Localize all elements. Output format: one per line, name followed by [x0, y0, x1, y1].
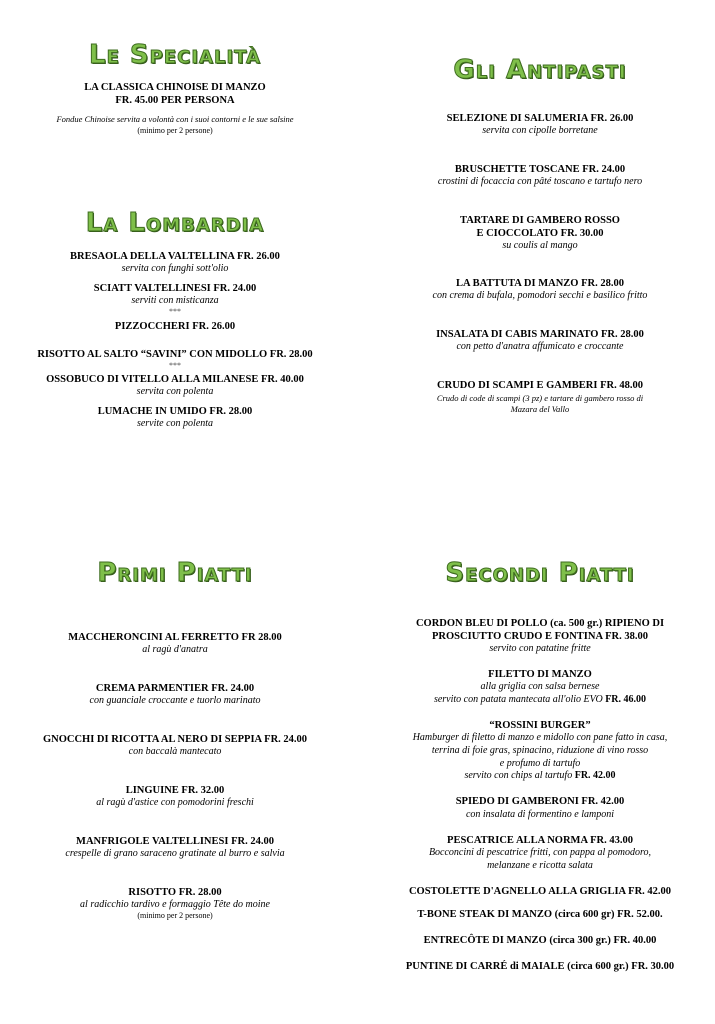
lombardia-title: La Lombardia	[85, 208, 265, 238]
secondi-pescatrice-desc2: melanzane e ricotta salata	[487, 860, 593, 871]
secondi-cordon-line1: CORDON BLEU DI POLLO (ca. 500 gr.) RIPIENO DI	[415, 618, 665, 629]
secondi-pescatrice-name: PESCATRICE ALLA NORMA FR. 43.00	[447, 835, 633, 846]
secondi-rossini-price: FR. 42.00	[574, 770, 616, 781]
primi-item-desc: al ragù d'anatra	[142, 644, 208, 655]
specialita-note: (minimo per 2 persone)	[137, 126, 213, 135]
primi-item-desc: con guanciale croccante e tuorlo marinato	[89, 695, 261, 706]
primi-item-desc: crespelle di grano saraceno gratinate al burro e salvia	[65, 848, 285, 859]
lombardia-item-desc: servita con polenta	[136, 386, 214, 397]
antipasti-item-desc: Crudo di code di scampi (3 pz) e tartare di gambero rosso di	[436, 393, 644, 403]
primi-item-name: RISOTTO FR. 28.00	[128, 887, 222, 898]
secondi-pescatrice-desc1: Bocconcini di pescatrice fritti, con pappa al pomodoro,	[428, 847, 652, 858]
antipasti-item-name: BRUSCHETTE TOSCANE FR. 24.00	[454, 164, 626, 175]
lombardia-item-name: BRESAOLA DELLA VALTELLINA FR. 26.00	[70, 251, 280, 262]
antipasti-item-name: CRUDO DI SCAMPI E GAMBERI FR. 48.00	[437, 380, 643, 391]
lombardia-separator: ***	[169, 307, 181, 316]
secondi-plain-item: T-BONE STEAK DI MANZO (circa 600 gr) FR. 52.00.	[417, 909, 663, 920]
secondi-rossini-desc4-row	[370, 770, 710, 782]
secondi-filetto-price: FR. 46.00	[605, 694, 647, 705]
secondi-spiedo-name: SPIEDO DI GAMBERONI FR. 42.00	[455, 796, 625, 807]
antipasti-item-desc: su coulis al mango	[502, 240, 578, 251]
secondi-rossini-desc1: Hamburger di filetto di manzo e midollo con pane fatto in casa,	[412, 732, 668, 743]
secondi-rossini-desc4: servito con chips al tartufo	[464, 770, 573, 781]
lombardia-item-desc: serviti con misticanza	[131, 295, 219, 306]
primi-item-name: GNOCCHI DI RICOTTA AL NERO DI SEPPIA FR. 24.00	[42, 734, 308, 745]
primi-title: Primi Piatti	[97, 558, 253, 588]
primi-item-desc: al ragù d'astice con pomodorini freschi	[96, 797, 254, 808]
antipasti-item-desc: crostini di focaccia con pâté toscano e tartufo nero	[437, 176, 643, 187]
antipasti-item-desc: con petto d'anatra affumicato e croccante	[456, 341, 624, 352]
secondi-plain-item: PUNTINE DI CARRÉ di MAIALE (circa 600 gr.) FR. 30.00	[405, 961, 675, 972]
lombardia-item-name: LUMACHE IN UMIDO FR. 28.00	[97, 406, 253, 417]
secondi-filetto-desc1: alla griglia con salsa bernese	[480, 681, 600, 692]
antipasti-item-desc: servita con cipolle borretane	[482, 125, 598, 136]
primi-item-name: MACCHERONCINI AL FERRETTO FR 28.00	[68, 632, 282, 643]
specialita-desc: Fondue Chinoise servita a volontà con i suoi contorni e le sue salsine	[56, 114, 294, 124]
specialita-item-line2: FR. 45.00 PER PERSONA	[115, 95, 235, 106]
lombardia-item-desc: servita con funghi sott'olio	[121, 263, 229, 274]
antipasti-item-name: LA BATTUTA DI MANZO FR. 28.00	[456, 278, 624, 289]
secondi-plain-item: ENTRECÔTE DI MANZO (circa 300 gr.) FR. 40.00	[423, 935, 657, 946]
secondi-plain-item: COSTOLETTE D'AGNELLO ALLA GRIGLIA FR. 42.00	[408, 886, 672, 897]
specialita-item-line1: LA CLASSICA CHINOISE DI MANZO	[84, 82, 266, 93]
antipasti-item-name: INSALATA DI CABIS MARINATO FR. 28.00	[436, 329, 644, 340]
primi-item-name: CREMA PARMENTIER FR. 24.00	[95, 683, 255, 694]
secondi-filetto-name: FILETTO DI MANZO	[488, 669, 592, 680]
secondi-title: Secondi Piatti	[445, 558, 635, 588]
lombardia-item-name: RISOTTO AL SALTO “SAVINI” CON MIDOLLO FR. 28.00	[37, 349, 313, 360]
primi-item-name: MANFRIGOLE VALTELLINESI FR. 24.00	[76, 836, 274, 847]
specialita-title: Le Specialità	[89, 40, 261, 70]
secondi-cordon-line2: PROSCIUTTO CRUDO E FONTINA FR. 38.00	[432, 631, 648, 642]
secondi-cordon-desc: servito con patatine fritte	[489, 643, 591, 654]
lombardia-item-name: PIZZOCCHERI FR. 26.00	[114, 321, 236, 332]
antipasti-title: Gli Antipasti	[453, 55, 627, 85]
primi-item-desc: con baccalà mantecato	[128, 746, 222, 757]
primi-item-name: LINGUINE FR. 32.00	[125, 785, 225, 796]
lombardia-item-desc: servite con polenta	[136, 418, 214, 429]
antipasti-item-desc: con crema di bufala, pomodori secchi e basilico fritto	[432, 290, 648, 301]
primi-item-desc: al radicchio tardivo e formaggio Tête do moine	[80, 899, 270, 910]
antipasti-item-name-line2: E CIOCCOLATO FR. 30.00	[476, 228, 604, 239]
secondi-filetto-desc2: servito con patata mantecata all'olio EVO	[433, 694, 603, 705]
secondi-rossini-desc3: e profumo di tartufo	[499, 758, 581, 769]
lombardia-item-name: SCIATT VALTELLINESI FR. 24.00	[93, 283, 257, 294]
secondi-spiedo-desc: con insalata di formentino e lamponi	[465, 809, 615, 820]
secondi-filetto-desc2-row	[370, 694, 710, 706]
antipasti-item-name: TARTARE DI GAMBERO ROSSO	[460, 215, 620, 226]
primi-item-note: (minimo per 2 persone)	[137, 911, 213, 920]
lombardia-separator: ***	[169, 361, 181, 370]
antipasti-item-desc-line2: Mazara del Vallo	[510, 404, 570, 414]
antipasti-item-name: SELEZIONE DI SALUMERIA FR. 26.00	[446, 113, 634, 124]
secondi-rossini-desc2: terrina di foie gras, spinacino, riduzione di vino rosso	[431, 745, 649, 756]
secondi-rossini-name: “ROSSINI BURGER”	[489, 720, 591, 731]
lombardia-item-name: OSSOBUCO DI VITELLO ALLA MILANESE FR. 40.00	[46, 374, 304, 385]
